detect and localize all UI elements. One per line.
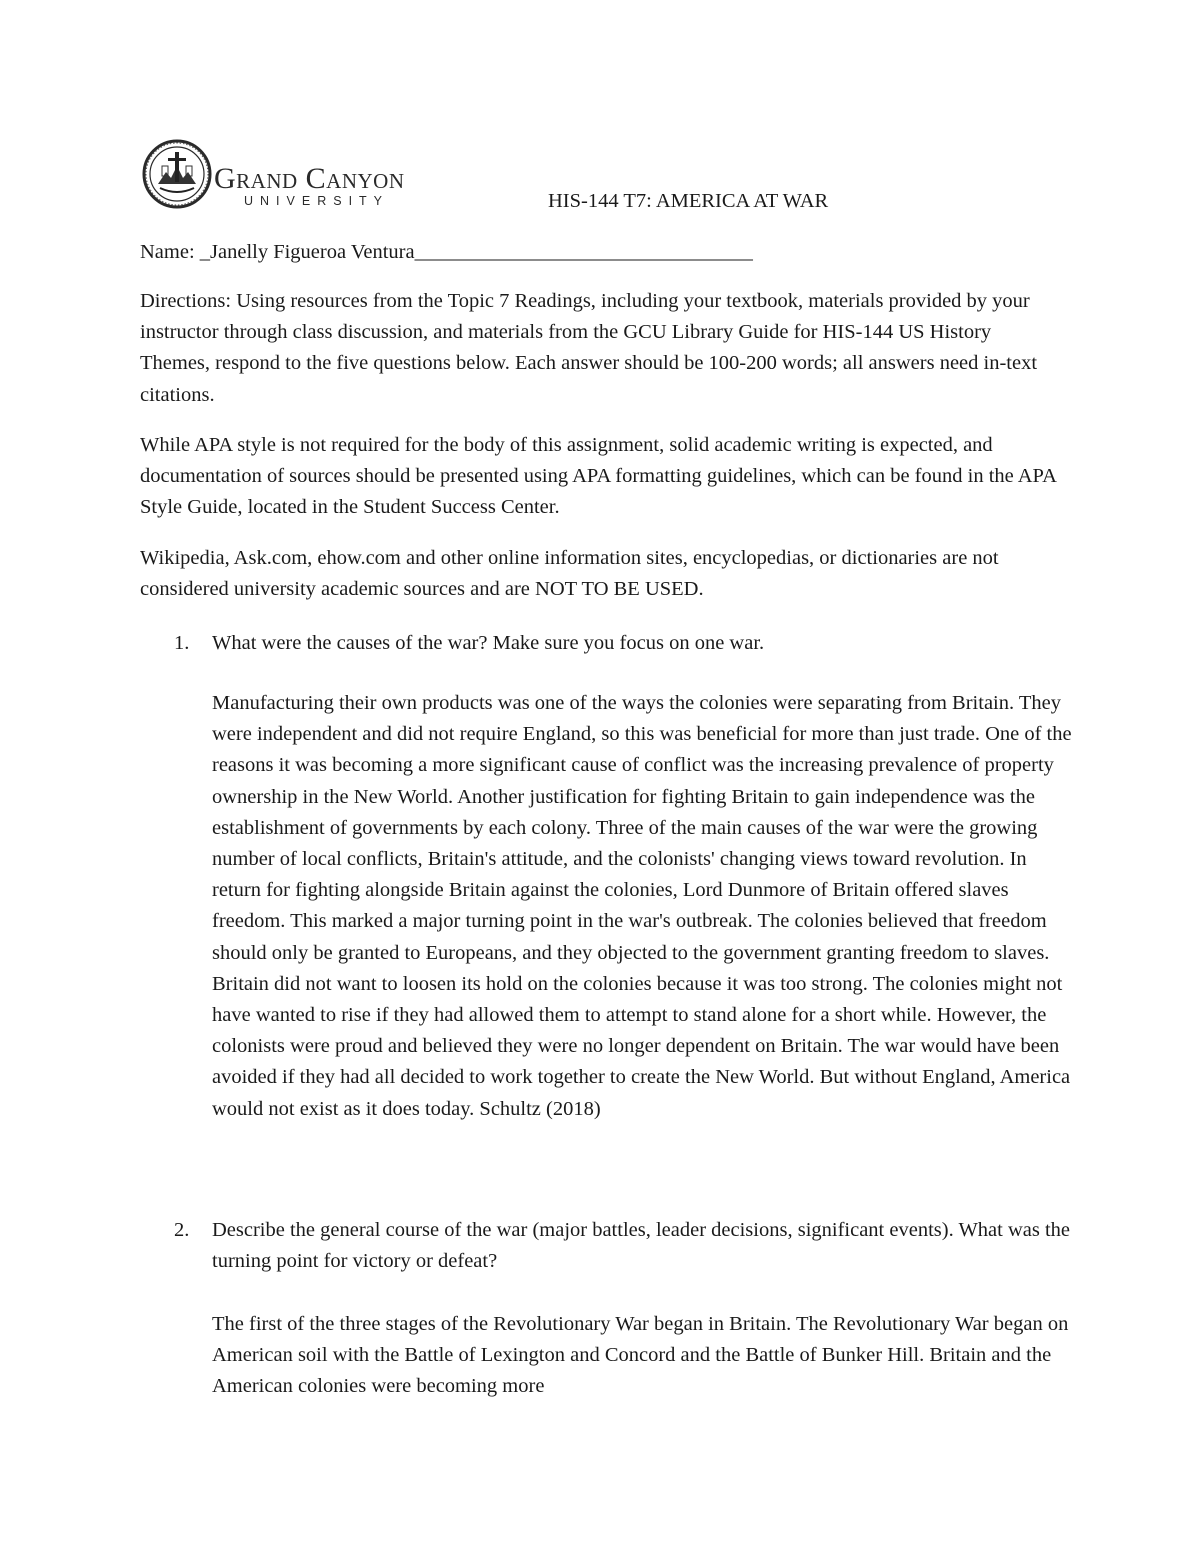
sources-note-paragraph: Wikipedia, Ask.com, ehow.com and other online information sites, encyclopedias, or dictionaries are not considered university academic sources and are NOT TO BE USED. [140,547,999,601]
apa-note-paragraph: While APA style is not required for the body of this assignment, solid academic writing is expected, and documentation of sources should be presented using APA formatting guidelines, which can be found in the APA Style Guide, located in the Student Success Center. [140,434,1056,519]
question-text: What were the causes of the war? Make sure you focus on one war. [212,632,765,654]
question-number: 2. [174,1219,190,1241]
university-logo [140,136,450,214]
logo-wordmark: Grand Canyon [214,162,405,195]
question-number: 1. [174,632,190,654]
question-text: Describe the general course of the war (major battles, leader decisions, significant events). What was the turning point for victory or defeat? [212,1219,1071,1273]
course-title: HIS-144 T7: AMERICA AT WAR [548,190,829,212]
answer-paragraph: The first of the three stages of the Revolutionary War began in Britain. The Revolutionary War began on American soil with the Battle of Lexington and Concord and the Battle of Bunker Hill. Britain and the American colonies were becoming more [212,1313,1069,1398]
directions-paragraph: Directions: Using resources from the Topic 7 Readings, including your textbook, materials provided by your instructor through class discussion, and materials from the GCU Library Guide for HIS-144 US History Themes, respond to the five questions below. Each answer should be 100-200 words; all answers need in-text citations. [140,290,1038,406]
logo-subtitle: UNIVERSITY [244,194,390,208]
answer-paragraph: Manufacturing their own products was one of the ways the colonies were separating from Britain. They were independent and did not require England, so this was beneficial for more than just trade. One of the reasons it was becoming a more significant cause of conflict was the increasing prevalence of property ownership in the New World. Another justification for fighting Britain to gain independence was the establishment of governments by each colony. Three of the main causes of the war were the growing number of local conflicts, Britain's attitude, and the colonists' changing views toward revolution. In return for fighting alongside Britain against the colonies, Lord Dunmore of Britain offered slaves freedom. This marked a major turning point in the war's outbreak. The colonies believed that freedom should only be granted to Europeans, and they objected to the government granting freedom to slaves. Britain did not want to loosen its hold on the colonies because it was too strong. The colonies might not have wanted to rise if they had allowed them to attempt to stand alone for a short while. However, the colonists were proud and believed they were no longer dependent on Britain. The war would have been avoided if they had all decided to work together to create the New World. But without England, America would not exist as it does today. Schultz (2018) [212,692,1072,1120]
student-name-line: Name: _Janelly Figueroa Ventura_________________________________ [140,241,753,263]
